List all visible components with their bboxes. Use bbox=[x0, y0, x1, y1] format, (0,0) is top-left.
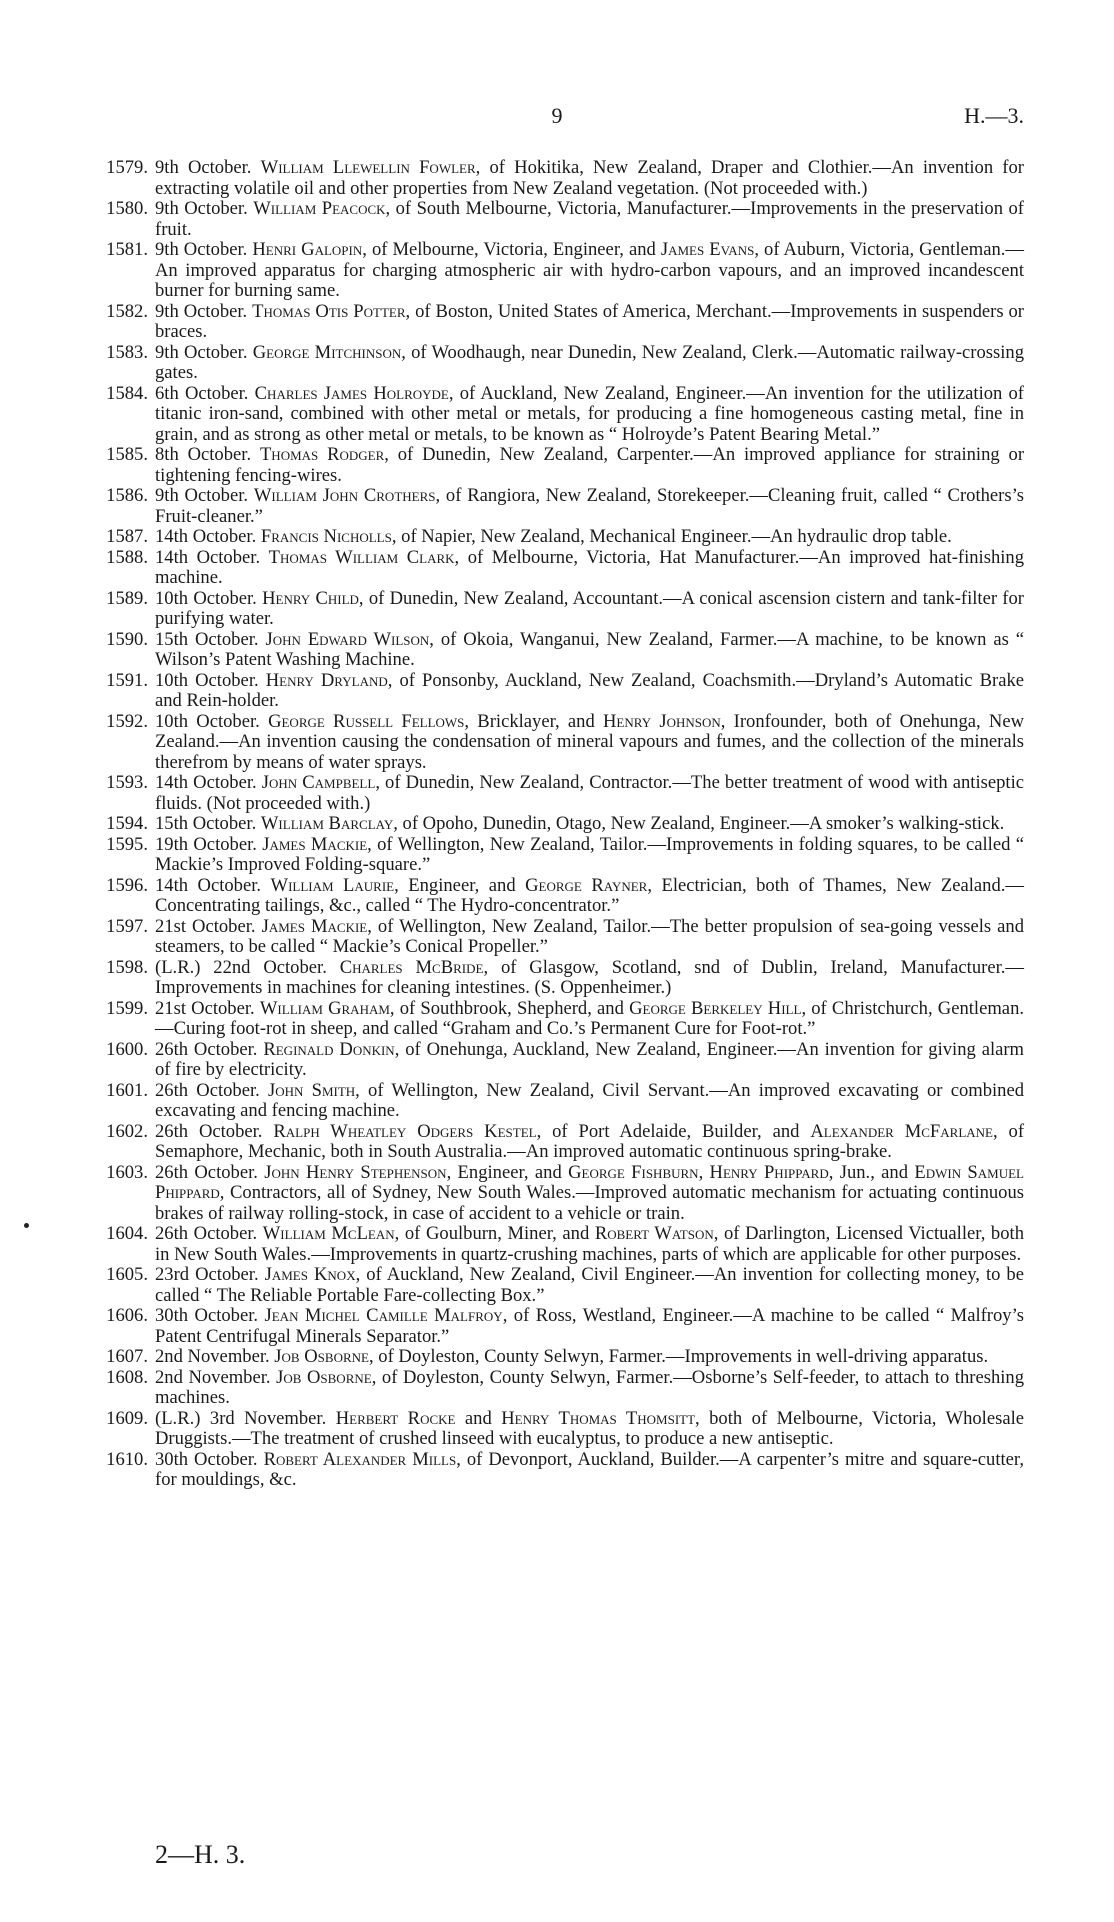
entry-text bbox=[251, 157, 260, 178]
entry-number: 1588. bbox=[106, 546, 148, 568]
applicant-name: George Mitchinson bbox=[252, 341, 402, 363]
entry-text: and bbox=[455, 1407, 502, 1429]
patent-entry bbox=[90, 917, 1024, 958]
entry-number: 1609. bbox=[106, 1407, 148, 1429]
applicant-name: John Smith bbox=[268, 1079, 356, 1101]
patent-entry bbox=[90, 1122, 1024, 1163]
entry-date: 26th October. bbox=[155, 1038, 258, 1060]
patent-entry bbox=[90, 158, 1024, 199]
entry-date: 21st October. bbox=[155, 915, 256, 937]
entry-number: 1579. bbox=[106, 157, 148, 178]
entry-text: , Bricklayer, and bbox=[464, 710, 603, 732]
entry-date: 9th October. bbox=[155, 485, 249, 506]
margin-dot bbox=[24, 1223, 29, 1228]
entry-text: , of Devonport, Auckland, Builder.—A carpenter’s mitre and square-cutter, for mouldings, &c. bbox=[155, 1448, 1025, 1490]
entry-number: 1603. bbox=[106, 1161, 148, 1183]
applicant-name: Job Osborne bbox=[276, 1366, 372, 1388]
patent-entry bbox=[90, 240, 1024, 302]
entry-number: 1592. bbox=[106, 710, 148, 732]
entry-text: , of Boston, United States of America, Merchant.—Improvements in suspenders or braces. bbox=[155, 300, 1025, 342]
patent-entry bbox=[90, 1163, 1024, 1225]
entry-text: , of Auckland, New Zealand, Engineer.—An invention for the utilization of titanic iron-sand, combined with other metal or metals, for producing a fine homogeneous casting metal, fine in grain, and as strong as other metal or metals, to be known as “ Holroyde’s Patent Bearing Metal.” bbox=[155, 382, 1024, 445]
entry-date: 10th October. bbox=[155, 710, 260, 732]
applicant-name: Charles James Holroyde bbox=[254, 382, 449, 404]
entry-text: , of Dunedin, New Zealand, Contractor.—The better treatment of wood with antiseptic fluids. (Not proceeded with.) bbox=[155, 772, 1024, 814]
patent-entry bbox=[90, 1081, 1024, 1122]
patent-entry bbox=[90, 302, 1024, 343]
entry-number: 1584. bbox=[106, 382, 148, 404]
applicant-name: George Fishburn, Henry Phippard bbox=[568, 1161, 829, 1183]
applicant-name: Reginald Donkin bbox=[263, 1038, 395, 1060]
entry-text: , of Melbourne, Victoria, Hat Manufacturer.—An improved hat-finishing machine. bbox=[155, 546, 1024, 588]
entry-number: 1604. bbox=[106, 1223, 148, 1244]
applicant-name: William McLean bbox=[262, 1223, 395, 1244]
entry-text: , of Woodhaugh, near Dunedin, New Zealand, Clerk.—Automatic railway-crossing gates. bbox=[155, 341, 1025, 383]
patent-entry bbox=[90, 527, 1024, 548]
applicant-name: William Peacock bbox=[253, 198, 386, 219]
patent-entry bbox=[90, 999, 1024, 1040]
patent-entry bbox=[90, 630, 1024, 671]
applicant-name: Henry Johnson bbox=[603, 710, 721, 732]
entry-text: , of Wellington, New Zealand, Tailor.—The better propulsion of sea-going vessels and steamers, to be called “ Mackie’s Conical Propeller.” bbox=[155, 915, 1024, 957]
patent-entry bbox=[90, 773, 1024, 814]
entry-date: (L.R.) 3rd November. bbox=[155, 1407, 327, 1429]
applicant-name: Edwin Samuel Phippard bbox=[155, 1161, 1024, 1203]
entry-text bbox=[259, 670, 266, 691]
patent-entry bbox=[90, 1265, 1024, 1306]
entry-text bbox=[326, 1408, 335, 1429]
entry-text: , of Darlington, Licensed Victualler, both in New South Wales.—Improvements in quartz-crushing machines, parts of which are applicable for other purposes. bbox=[155, 1223, 1024, 1265]
applicant-name: James Knox bbox=[264, 1264, 356, 1285]
patent-entry bbox=[90, 958, 1024, 999]
applicant-name: William Graham bbox=[259, 997, 390, 1019]
patent-entry bbox=[90, 835, 1024, 876]
entry-text: , Contractors, all of Sydney, New South Wales.—Improved automatic mechanism for actuating continuous brakes of railway rolling-stock, in case of accident to a vehicle or train. bbox=[155, 1182, 1024, 1224]
entry-number: 1587. bbox=[106, 526, 148, 547]
entry-text: , Ironfounder, both of Onehunga, New Zealand.—An invention causing the condensation of mineral vapours and fumes, and the collection of the minerals therefrom by means of water sprays. bbox=[155, 710, 1024, 773]
patent-entry bbox=[90, 671, 1024, 712]
entry-number: 1593. bbox=[106, 772, 148, 793]
applicant-name: Herbert Rocke bbox=[335, 1407, 456, 1429]
entry-date: 8th October. bbox=[155, 444, 252, 465]
applicant-name: John Edward Wilson bbox=[265, 628, 430, 650]
entry-number: 1597. bbox=[106, 915, 148, 937]
applicant-name: William Barclay bbox=[260, 813, 394, 834]
entry-text: , Jun., and bbox=[828, 1161, 915, 1183]
patent-entry bbox=[90, 712, 1024, 774]
entry-date: 14th October. bbox=[155, 526, 257, 547]
entry-date: 23rd October. bbox=[155, 1264, 259, 1285]
entry-text: , of Doyleston, County Selwyn, Farmer.—Osborne’s Self-feeder, to attach to threshing machines. bbox=[155, 1366, 1025, 1408]
applicant-name: William Llewellin Fowler bbox=[260, 157, 476, 178]
applicant-name: Charles McBride bbox=[339, 956, 484, 978]
entry-text: , of South Melbourne, Victoria, Manufacturer.—Improvements in the preservation of fruit. bbox=[155, 198, 1024, 240]
patent-entry bbox=[90, 876, 1024, 917]
entry-text bbox=[260, 547, 269, 568]
patent-entry bbox=[90, 1368, 1024, 1409]
entry-text: , Engineer, and bbox=[446, 1161, 569, 1183]
applicant-name: Henry Dryland bbox=[265, 669, 388, 691]
entry-text: , of Onehunga, Auckland, New Zealand, Engineer.—An invention for giving alarm of fire by electricity. bbox=[155, 1038, 1025, 1080]
entry-date: 21st October. bbox=[155, 997, 255, 1019]
entry-number: 1581. bbox=[106, 239, 148, 260]
entry-date: 10th October. bbox=[155, 669, 259, 691]
entry-date: 2nd November. bbox=[155, 1366, 271, 1388]
entry-text: , of Dunedin, New Zealand, Accountant.—A conical ascension cistern and tank-filter for purifying water. bbox=[155, 587, 1024, 629]
entry-number: 1608. bbox=[106, 1366, 148, 1388]
entry-number: 1589. bbox=[106, 587, 148, 609]
entry-number: 1606. bbox=[106, 1305, 148, 1326]
applicant-name: Thomas William Clark bbox=[268, 546, 455, 568]
applicant-name: John Henry Stephenson bbox=[264, 1161, 447, 1183]
applicant-name: William Laurie bbox=[270, 874, 395, 896]
entry-number: 1601. bbox=[106, 1079, 148, 1101]
applicant-name: William John Crothers bbox=[253, 485, 436, 506]
entry-number: 1605. bbox=[106, 1264, 148, 1285]
entry-text: , of Auburn, Victoria, Gentleman.—An improved apparatus for charging atmospheric air with hydro-carbon vapours, and an improved incandescent burner for burning same. bbox=[155, 239, 1024, 301]
applicant-name: Thomas Rodger bbox=[259, 444, 385, 465]
entry-date: 26th October. bbox=[155, 1120, 263, 1142]
entry-date: 14th October. bbox=[155, 546, 261, 568]
entry-date: 10th October. bbox=[155, 587, 257, 609]
entry-date: 9th October. bbox=[155, 300, 248, 322]
entry-text: , of Auckland, New Zealand, Civil Engineer.—An invention for collecting money, to be called “ The Reliable Portable Fare-collecting Box.” bbox=[155, 1264, 1024, 1306]
applicant-name: Job Osborne bbox=[274, 1346, 369, 1367]
entry-number: 1583. bbox=[106, 341, 148, 363]
applicant-name: Henry Thomas Thomsitt bbox=[501, 1407, 696, 1429]
patent-entry bbox=[90, 1450, 1024, 1491]
applicant-name: Ralph Wheatley Odgers Kestel bbox=[273, 1120, 537, 1142]
patent-entry bbox=[90, 1306, 1024, 1347]
applicant-name: Henry Child bbox=[262, 587, 359, 609]
entry-text: , of Wellington, New Zealand, Tailor.—Improvements in folding squares, to be called “ Mackie’s Improved Folding-square.” bbox=[155, 833, 1024, 875]
entry-number: 1590. bbox=[106, 628, 148, 650]
entry-text bbox=[261, 875, 270, 896]
entry-text: , of Southbrook, Shepherd, and bbox=[389, 997, 630, 1019]
entry-date: 26th October. bbox=[155, 1223, 258, 1244]
entry-date: 15th October. bbox=[155, 813, 257, 834]
entry-text: , of Okoia, Wanganui, New Zealand, Farmer.—A machine, to be known as “ Wilson’s Patent Washing Machine. bbox=[155, 628, 1025, 670]
document-reference: H.—3. bbox=[964, 103, 1024, 128]
entry-number: 1599. bbox=[106, 997, 148, 1019]
entry-number: 1600. bbox=[106, 1038, 148, 1060]
applicant-name: Henri Galopin bbox=[252, 239, 363, 260]
applicant-name: Robert Watson bbox=[594, 1223, 714, 1244]
entry-text: , of Glasgow, Scotland, snd of Dublin, Ireland, Manufacturer.—Improvements in machines for cleaning intestines. (S. Oppenheimer.) bbox=[155, 956, 1024, 998]
entry-text: , of Rangiora, New Zealand, Storekeeper.—Cleaning fruit, called “ Crothers’s Fruit-cleaner.” bbox=[155, 485, 1024, 527]
entry-date: 14th October. bbox=[155, 874, 262, 896]
patent-entry bbox=[90, 814, 1024, 835]
entry-date: 9th October. bbox=[155, 198, 248, 219]
entry-date: 15th October. bbox=[155, 628, 259, 650]
applicant-name: Thomas Otis Potter bbox=[252, 300, 406, 322]
patent-entry bbox=[90, 1347, 1024, 1368]
entry-text: , both of Melbourne, Victoria, Wholesale Druggists.—The treatment of crushed linseed with eucalyptus, to produce a new antiseptic. bbox=[155, 1407, 1025, 1449]
entry-date: 2nd November. bbox=[155, 1346, 270, 1367]
patent-entry bbox=[90, 1224, 1024, 1265]
patent-entry bbox=[90, 548, 1024, 589]
patent-entry bbox=[90, 343, 1024, 384]
entry-text bbox=[262, 1121, 273, 1142]
entry-text: , Electrician, both of Thames, New Zealand.—Concentrating tailings, &c., called “ The Hydro-concentrator.” bbox=[155, 874, 1025, 916]
entry-text: , of Port Adelaide, Builder, and bbox=[536, 1120, 811, 1142]
entry-number: 1596. bbox=[106, 874, 148, 896]
entry-date: 9th October. bbox=[155, 157, 252, 178]
entry-date: 30th October. bbox=[155, 1448, 258, 1470]
entry-text: , of Ross, Westland, Engineer.—A machine to be called “ Malfroy’s Patent Centrifugal Minerals Separator.” bbox=[155, 1305, 1024, 1347]
entry-text: , of Christchurch, Gentleman.—Curing foot-rot in sheep, and called “Graham and Co.’s Permanent Cure for Foot-rot.” bbox=[155, 997, 1025, 1039]
entry-date: 26th October. bbox=[155, 1079, 260, 1101]
entry-date: (L.R.) 22nd October. bbox=[155, 956, 327, 978]
entry-date: 30th October. bbox=[155, 1305, 259, 1326]
applicant-name: John Campbell bbox=[261, 772, 376, 793]
entry-number: 1602. bbox=[106, 1120, 148, 1142]
entry-text: , of Ponsonby, Auckland, New Zealand, Coachsmith.—Dryland’s Automatic Brake and Rein-holder. bbox=[155, 669, 1025, 711]
applicant-name: George Russell Fellows bbox=[268, 710, 465, 732]
entry-text: , of Hokitika, New Zealand, Draper and Clothier.—An invention for extracting volatile oil and other properties from New Zealand vegetation. (Not proceeded with.) bbox=[155, 157, 1024, 199]
patent-entry bbox=[90, 486, 1024, 527]
applicant-name: Francis Nicholls bbox=[260, 526, 392, 547]
patent-entry bbox=[90, 199, 1024, 240]
patent-entry bbox=[90, 1409, 1024, 1450]
entry-number: 1585. bbox=[106, 444, 148, 465]
patent-entry bbox=[90, 1040, 1024, 1081]
page-number: 9 bbox=[551, 103, 563, 128]
applicant-name: George Rayner bbox=[525, 874, 648, 896]
entry-text: , of Opoho, Dunedin, Otago, New Zealand, Engineer.—A smoker’s walking-stick. bbox=[393, 813, 1005, 834]
entry-number: 1591. bbox=[106, 669, 148, 691]
applicant-name: James Mackie bbox=[261, 915, 368, 937]
entry-text: , of Goulburn, Miner, and bbox=[394, 1223, 595, 1244]
entry-number: 1607. bbox=[106, 1346, 148, 1367]
entry-date: 14th October. bbox=[155, 772, 257, 793]
entry-date: 19th October. bbox=[155, 833, 257, 855]
entry-text bbox=[327, 957, 340, 978]
entry-number: 1595. bbox=[106, 833, 148, 855]
patent-entry bbox=[90, 589, 1024, 630]
entry-text bbox=[251, 444, 260, 465]
entry-date: 26th October. bbox=[155, 1161, 258, 1183]
applicant-name: Jean Michel Camille Malfroy bbox=[264, 1305, 503, 1326]
applicant-name: Robert Alexander Mills bbox=[263, 1448, 457, 1470]
entry-date: 6th October. bbox=[155, 382, 249, 404]
entry-text bbox=[260, 1080, 268, 1101]
entry-date: 9th October. bbox=[155, 239, 248, 260]
applicant-name: James Mackie bbox=[262, 833, 368, 855]
entry-text: , of Semaphore, Mechanic, both in South Australia.—An improved automatic continuous spring-brake. bbox=[155, 1120, 1025, 1162]
applicant-name: Alexander McFarlane bbox=[810, 1120, 993, 1142]
patent-entry bbox=[90, 445, 1024, 486]
entry-text: , of Wellington, New Zealand, Civil Servant.—An improved excavating or combined excavating and fencing machine. bbox=[155, 1079, 1025, 1121]
entry-text: , of Doyleston, County Selwyn, Farmer.—Improvements in well-driving apparatus. bbox=[368, 1346, 989, 1367]
patent-entry bbox=[90, 384, 1024, 446]
entry-number: 1594. bbox=[106, 813, 148, 834]
patent-entries-list bbox=[90, 158, 1024, 1491]
entry-number: 1610. bbox=[106, 1448, 148, 1470]
entry-text: , of Melbourne, Victoria, Engineer, and bbox=[362, 239, 661, 260]
entry-text bbox=[260, 711, 268, 732]
entry-number: 1580. bbox=[106, 198, 148, 219]
entry-number: 1586. bbox=[106, 485, 148, 506]
entry-text: , of Napier, New Zealand, Mechanical Engineer.—An hydraulic drop table. bbox=[391, 526, 952, 547]
entry-text: , of Dunedin, New Zealand, Carpenter.—An improved appliance for straining or tightening fencing-wires. bbox=[155, 444, 1025, 486]
entry-text: , Engineer, and bbox=[394, 874, 526, 896]
entry-number: 1598. bbox=[106, 956, 148, 978]
applicant-name: James Evans bbox=[660, 239, 755, 260]
entry-date: 9th October. bbox=[155, 341, 248, 363]
applicant-name: George Berkeley Hill bbox=[629, 997, 802, 1019]
entry-number: 1582. bbox=[106, 300, 148, 322]
signature-mark: 2—H. 3. bbox=[155, 1840, 246, 1869]
